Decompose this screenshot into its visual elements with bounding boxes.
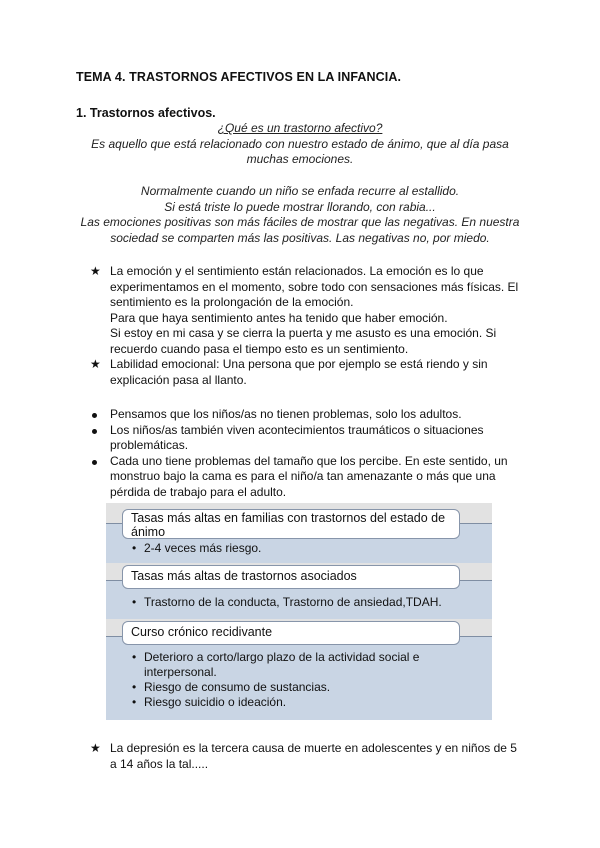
definition-block bbox=[76, 121, 524, 168]
diagram-header bbox=[122, 509, 460, 539]
list-item-line: La emoción y el sentimiento están relacionados. La emoción es lo que bbox=[110, 264, 484, 278]
diagram-band bbox=[106, 636, 492, 720]
list-item bbox=[90, 264, 526, 357]
star-list-1 bbox=[90, 264, 526, 388]
list-item bbox=[90, 423, 526, 454]
diagram-header-line: Curso crónico recidivante bbox=[131, 625, 273, 639]
list-item-line: pérdida de trabajo para el adulto. bbox=[110, 484, 287, 499]
diagram-header bbox=[122, 621, 460, 645]
definition-answer-line: muchas emociones. bbox=[246, 152, 354, 166]
diagram-item: • 2-4 veces más riesgo. bbox=[132, 541, 472, 556]
bullet-list bbox=[90, 407, 526, 500]
list-item-line: explicación pasa al llanto. bbox=[110, 372, 247, 387]
list-item-line: Para que haya sentimiento antes ha tenido que haber emoción. bbox=[110, 310, 448, 325]
definition-answer-line: Es aquello que está relacionado con nuestro estado de ánimo, que al día pasa bbox=[91, 136, 509, 151]
list-item-line: monstruo bajo la cama es para el niño/a tan amenazante o más que una bbox=[110, 469, 496, 483]
list-item bbox=[90, 454, 526, 501]
section-heading: 1. Trastornos afectivos. bbox=[76, 106, 216, 120]
list-item-line: experimentamos en el momento, sobre todo con sensaciones más físicas. El bbox=[110, 279, 519, 294]
star-icon: ★ bbox=[90, 264, 101, 278]
emotion-note-block bbox=[65, 184, 535, 246]
diagram-item-text: interpersonal. bbox=[144, 665, 217, 679]
diagram-item: • Trastorno de la conducta, Trastorno de ansiedad,TDAH. bbox=[132, 595, 472, 610]
star-icon: ★ bbox=[90, 741, 101, 755]
risk-diagram bbox=[106, 503, 492, 719]
list-item-line: La depresión es la tercera causa de muerte en adolescentes y en niños de 5 bbox=[110, 741, 517, 755]
diagram-header-line: ánimo bbox=[131, 525, 166, 539]
definition-question: ¿Qué es un trastorno afectivo? bbox=[217, 121, 383, 135]
note-line: Las emociones positivas son más fáciles de mostrar que las negativas. En nuestra bbox=[80, 215, 520, 229]
list-item-line: recuerdo cuando pasa el tiempo esto es un sentimiento. bbox=[110, 341, 409, 356]
list-item-line: sentimiento es la prolongación de la emoción. bbox=[110, 295, 354, 309]
note-line: sociedad se comparten más las positivas. Las negativas no, por miedo. bbox=[110, 230, 490, 245]
note-line: Normalmente cuando un niño se enfada recurre al estallido. bbox=[140, 184, 460, 198]
diagram-item-continuation bbox=[132, 665, 472, 680]
bullet-icon bbox=[92, 460, 97, 465]
bullet-icon bbox=[92, 413, 97, 418]
document-title: TEMA 4. TRASTORNOS AFECTIVOS EN LA INFANCIA. bbox=[76, 70, 402, 84]
diagram-items bbox=[132, 595, 472, 610]
diagram-item: • Deterioro a corto/largo plazo de la actividad social e bbox=[132, 650, 472, 665]
list-item-line: problemáticas. bbox=[110, 438, 189, 452]
diagram-item: • Riesgo suicidio o ideación. bbox=[132, 695, 472, 710]
diagram-items bbox=[132, 541, 472, 556]
diagram-header bbox=[122, 565, 460, 589]
diagram-header-line: Tasas más altas de trastornos asociados bbox=[131, 569, 357, 583]
diagram-header-line: Tasas más altas en familias con trastornos del estado de bbox=[131, 511, 446, 525]
bullet-icon bbox=[92, 429, 97, 434]
list-item bbox=[90, 357, 526, 388]
list-item-line: a 14 años la tal..... bbox=[110, 756, 209, 771]
note-line: Si está triste lo puede mostrar llorando, con rabia... bbox=[164, 199, 436, 214]
star-icon: ★ bbox=[90, 357, 101, 371]
diagram-item: • Riesgo de consumo de sustancias. bbox=[132, 680, 472, 695]
list-item-line: Si estoy en mi casa y se cierra la puerta y me asusto es una emoción. Si bbox=[110, 326, 497, 340]
diagram-items bbox=[132, 650, 472, 710]
star-list-2 bbox=[90, 741, 526, 772]
list-item-line: Labilidad emocional: Una persona que por ejemplo se está riendo y sin bbox=[110, 357, 488, 371]
list-item-line: Cada uno tiene problemas del tamaño que los percibe. En este sentido, un bbox=[110, 453, 508, 468]
list-item-line: Pensamos que los niños/as no tienen problemas, solo los adultos. bbox=[110, 407, 462, 421]
list-item bbox=[90, 741, 526, 772]
list-item-line: Los niños/as también viven acontecimientos traumáticos o situaciones bbox=[110, 422, 484, 437]
list-item bbox=[90, 407, 526, 423]
